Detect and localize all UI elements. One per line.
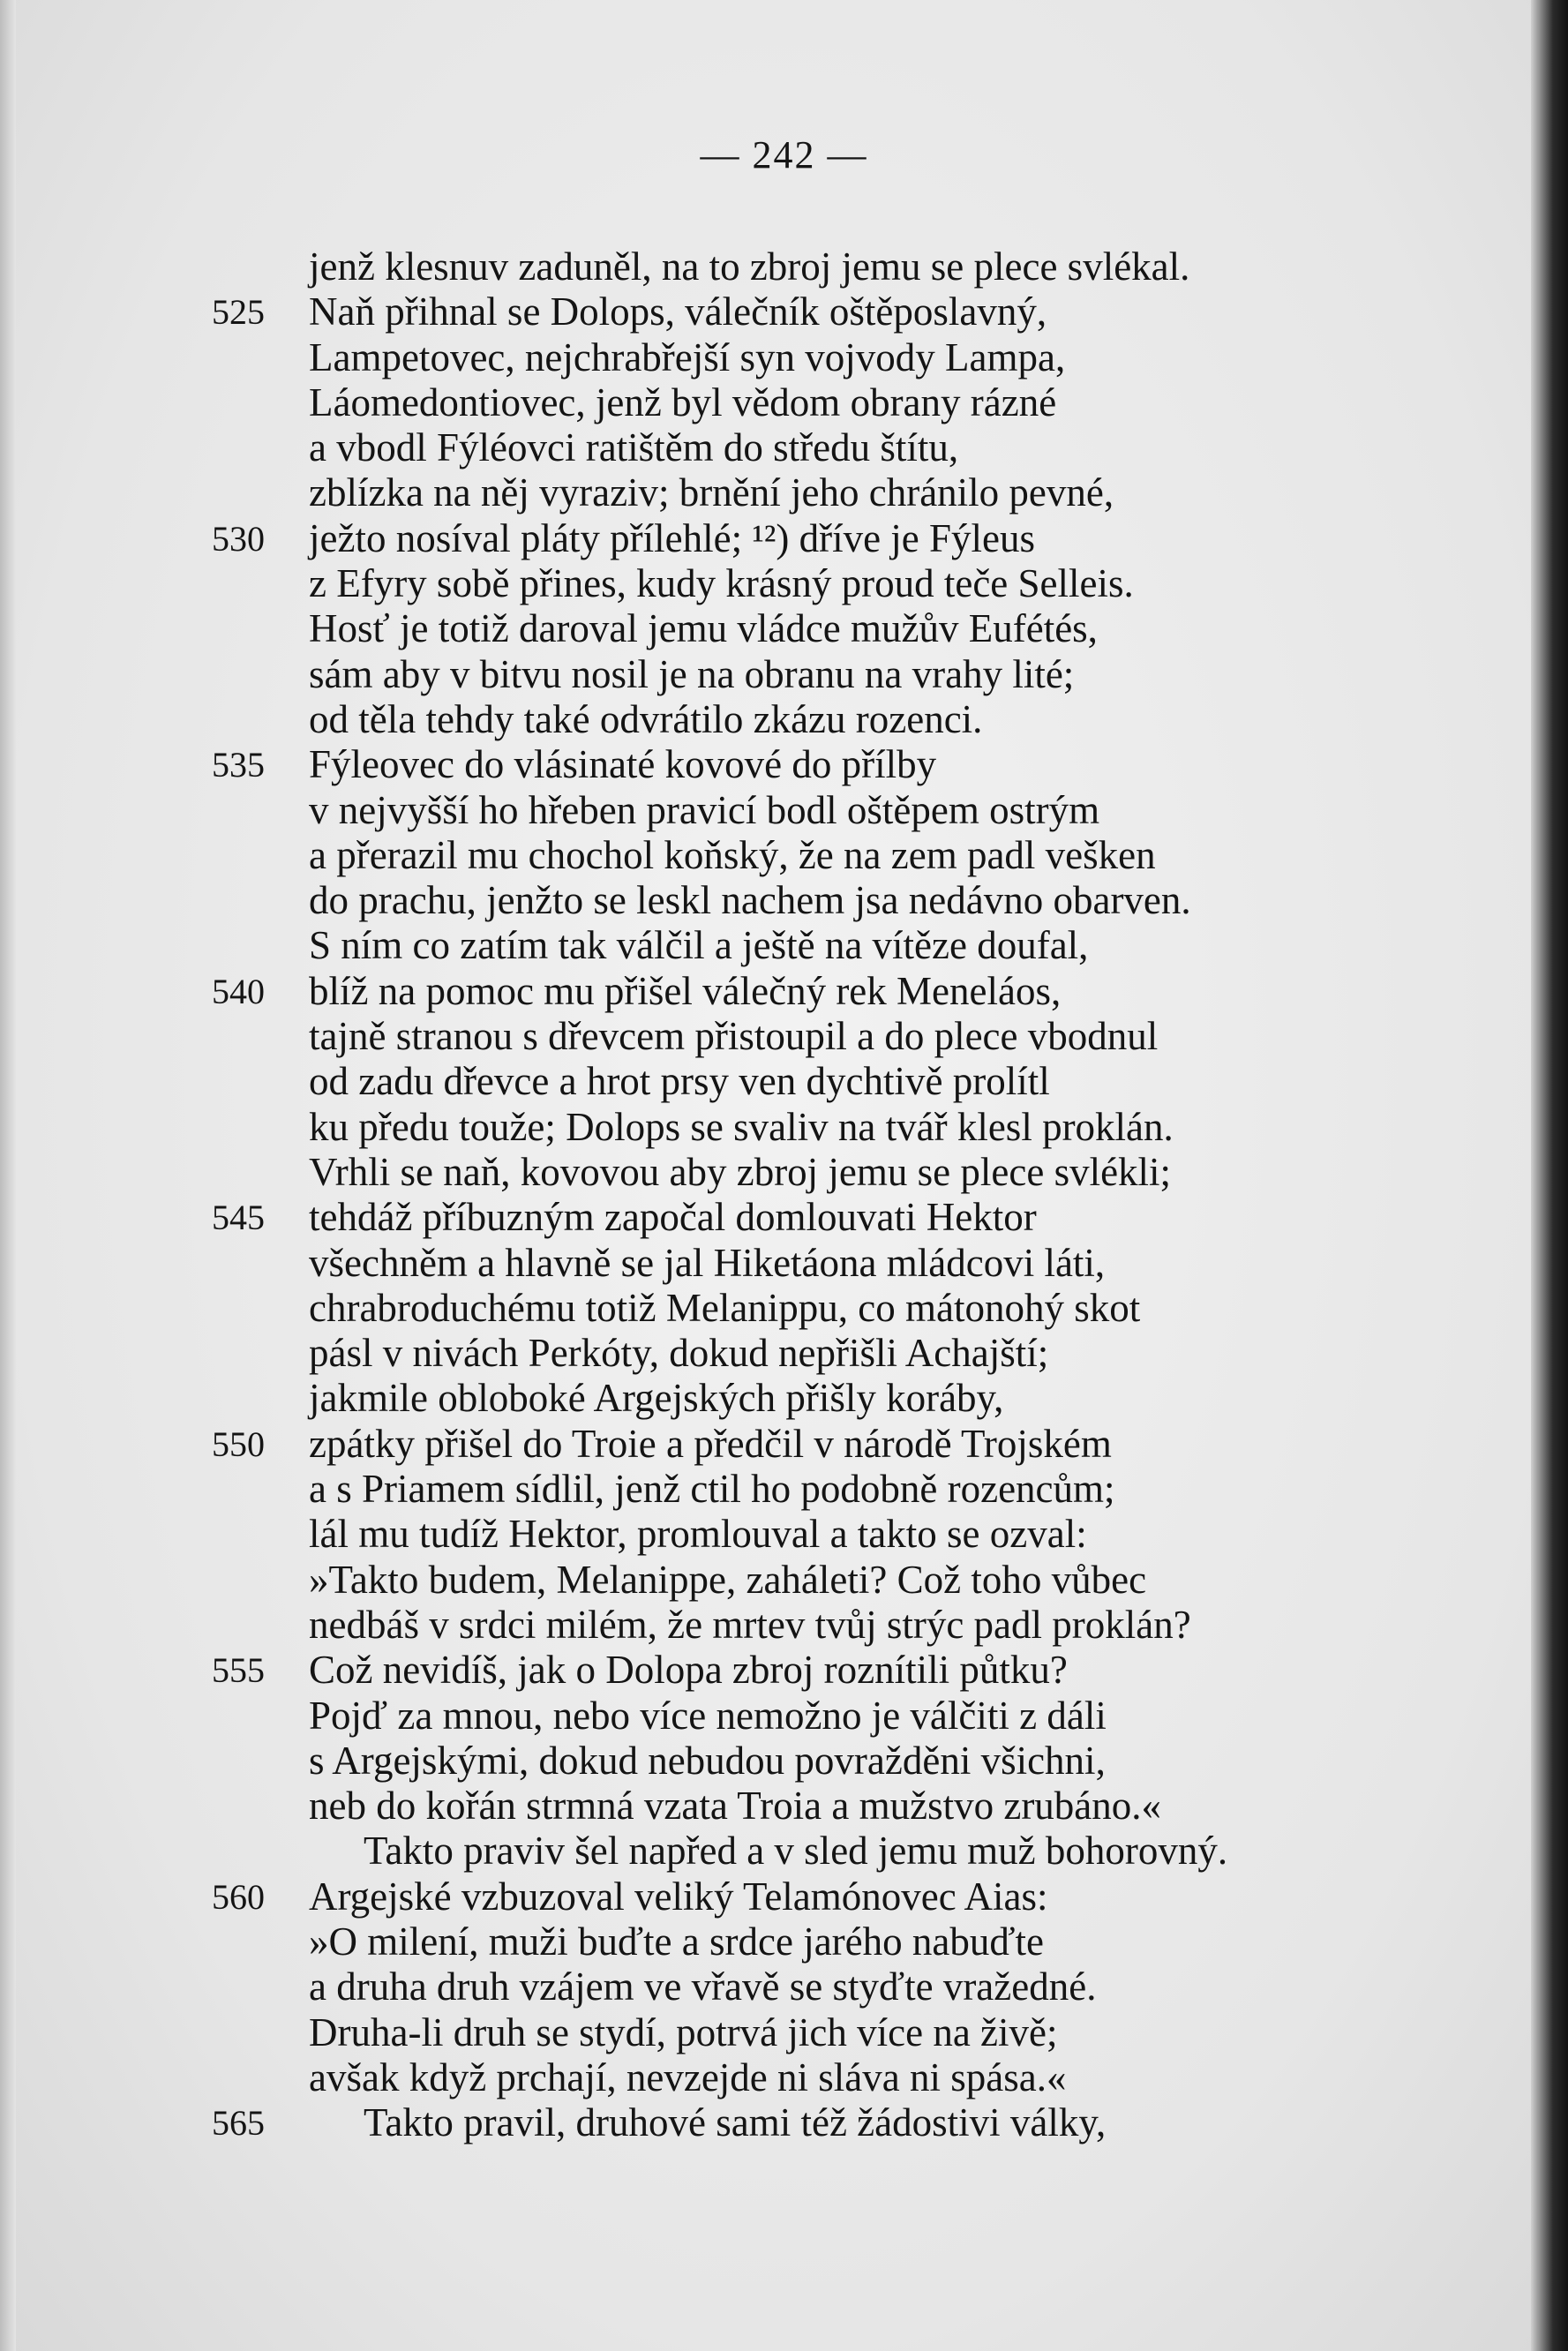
verse-line [212, 1331, 1412, 1376]
verse-line [212, 335, 1412, 380]
verse-line [212, 244, 1412, 289]
line-number: 555 [212, 1650, 265, 1691]
verse-line-text: »O milení, muži buďte a srdce jarého nabuďte [309, 1919, 1044, 1964]
verse-line [212, 788, 1412, 833]
verse-line [212, 1784, 1412, 1829]
verse-line-text: všechněm a hlavně se jal Hiketáona mládcovi láti, [309, 1240, 1106, 1285]
page-number: — 242 — [700, 133, 868, 177]
line-number: 540 [212, 971, 265, 1011]
verse-line-text: v nejvyšší ho hřeben pravicí bodl oštěpem ostrým [309, 787, 1100, 832]
verse-line-text: Což nevidíš, jak o Dolopa zbroj roznítili půtku? [309, 1648, 1068, 1693]
verse-line [212, 1558, 1412, 1603]
verse-line-text: z Efyry sobě přines, kudy krásný proud teče Selleis. [309, 561, 1134, 606]
verse-line [212, 742, 1412, 787]
verse-line [212, 923, 1412, 968]
verse-line-text: Naň přihnal se Dolops, válečník oštěposlavný, [309, 289, 1047, 334]
verse-line [212, 1648, 1412, 1693]
page-right-edge [1531, 0, 1568, 2351]
verse-line-text: tehdáž příbuzným započal domlouvati Hektor [309, 1195, 1037, 1240]
line-number: 525 [212, 292, 265, 333]
verse-line [212, 833, 1412, 878]
verse-line-text: tajně stranou s dřevcem přistoupil a do plece vbodnul [309, 1014, 1159, 1059]
verse-line [212, 1422, 1412, 1467]
verse-line-text: Druha-li druh se stydí, potrvá jich více na živě; [309, 2009, 1058, 2054]
verse-line-text: ježto nosíval pláty přílehlé; ¹²) dříve je Fýleus [309, 515, 1036, 560]
verse-text-block [212, 244, 1412, 2145]
verse-line [212, 289, 1412, 334]
verse-line-text: S ním co zatím tak válčil a ještě na vítěze doufal, [309, 923, 1089, 968]
verse-line-text: a přerazil mu chochol koňský, že na zem padl vešken [309, 832, 1156, 877]
verse-line [212, 470, 1412, 515]
line-number: 565 [212, 2103, 265, 2144]
verse-line [212, 1105, 1412, 1150]
verse-line-text: jenž klesnuv zaduněl, na to zbroj jemu se plece svlékal. [309, 244, 1190, 289]
verse-line [212, 1829, 1412, 1874]
verse-line [212, 561, 1412, 606]
verse-line-text: avšak když prchají, nevzejde ni sláva ni spása.« [309, 2054, 1067, 2099]
verse-line-text: zpátky přišel do Troie a předčil v národě Trojském [309, 1421, 1112, 1466]
verse-line-text: »Takto budem, Melanippe, zaháleti? Což toho vůbec [309, 1557, 1147, 1602]
verse-line [212, 1739, 1412, 1784]
verse-line-text: od zadu dřevce a hrot prsy ven dychtivě prolítl [309, 1059, 1050, 1104]
line-number: 560 [212, 1876, 265, 1917]
verse-line [212, 1694, 1412, 1739]
verse-line-text: blíž na pomoc mu přišel válečný rek Meneláos, [309, 968, 1062, 1013]
verse-line [212, 380, 1412, 425]
verse-line [212, 1874, 1412, 1919]
verse-line [212, 1195, 1412, 1240]
verse-line-text: Pojď za mnou, nebo více nemožno je válčiti z dáli [309, 1693, 1107, 1738]
verse-line-text: Takto pravil, druhové sami též žádostivi války, [364, 2100, 1107, 2145]
verse-line-text: ku předu touže; Dolops se svaliv na tvář klesl proklán. [309, 1104, 1174, 1149]
verse-line [212, 1059, 1412, 1104]
verse-line-text: Láomedontiovec, jenž byl vědom obrany rázné [309, 379, 1057, 424]
verse-line-text: sám aby v bitvu nosil je na obranu na vrahy lité; [309, 651, 1075, 696]
verse-line [212, 516, 1412, 561]
verse-line [212, 1919, 1412, 1964]
verse-line [212, 1286, 1412, 1331]
verse-line-text: pásl v nivách Perkóty, dokud nepřišli Achajští; [309, 1331, 1049, 1376]
verse-line-text: chrabroduchému totiž Melanippu, co mátonohý skot [309, 1285, 1141, 1330]
verse-line-text: a s Priamem sídlil, jenž ctil ho podobně rozencům; [309, 1467, 1115, 1512]
verse-line [212, 2100, 1412, 2145]
verse-line [212, 2055, 1412, 2100]
verse-line-text: Lampetovec, nejchrabřejší syn vojvody Lampa, [309, 334, 1066, 379]
verse-line [212, 425, 1412, 470]
verse-line [212, 1512, 1412, 1557]
verse-line-text: a vbodl Fýléovci ratištěm do středu štítu, [309, 425, 959, 470]
verse-line-text: lál mu tudíž Hektor, promlouval a takto se ozval: [309, 1512, 1087, 1557]
verse-line [212, 652, 1412, 697]
verse-line [212, 1603, 1412, 1648]
verse-line [212, 697, 1412, 742]
verse-line [212, 1150, 1412, 1195]
page-left-edge [0, 0, 16, 2351]
verse-line [212, 606, 1412, 651]
verse-line-text: s Argejskými, dokud nebudou povražděni všichni, [309, 1738, 1106, 1783]
verse-line [212, 1964, 1412, 2009]
verse-line-text: a druha druh vzájem ve vřavě se styďte vražedné. [309, 1964, 1097, 2009]
verse-line-text: nedbáš v srdci milém, že mrtev tvůj strýc padl proklán? [309, 1602, 1191, 1647]
verse-line-text: Argejské vzbuzoval veliký Telamónovec Aias: [309, 1874, 1048, 1919]
verse-line-text: od těla tehdy také odvrátilo zkázu rozenci. [309, 696, 983, 741]
verse-line [212, 1241, 1412, 1286]
verse-line-text: Vrhli se naň, kovovou aby zbroj jemu se plece svlékli; [309, 1149, 1172, 1194]
verse-line [212, 878, 1412, 923]
verse-line-text: do prachu, jenžto se leskl nachem jsa nedávno obarven. [309, 878, 1191, 923]
verse-line [212, 969, 1412, 1014]
line-number: 535 [212, 745, 265, 785]
line-number: 545 [212, 1198, 265, 1238]
line-number: 530 [212, 518, 265, 559]
verse-line [212, 1376, 1412, 1421]
verse-line-text: neb do kořán strmná vzata Troia a mužstvo zrubáno.« [309, 1784, 1162, 1829]
verse-line [212, 1467, 1412, 1512]
verse-line-text: zblízka na něj vyraziv; brnění jeho chránilo pevné, [309, 470, 1114, 515]
verse-line-text: Fýleovec do vlásinaté kovové do přílby [309, 742, 937, 787]
line-number: 550 [212, 1423, 265, 1464]
verse-line-text: jakmile obloboké Argejských přišly koráby, [309, 1376, 1004, 1421]
verse-line-text: Takto praviv šel napřed a v sled jemu muž bohorovný. [364, 1829, 1228, 1874]
verse-line [212, 2010, 1412, 2055]
verse-line-text: Hosť je totiž daroval jemu vládce mužův Eufétés, [309, 606, 1098, 651]
verse-line [212, 1014, 1412, 1059]
